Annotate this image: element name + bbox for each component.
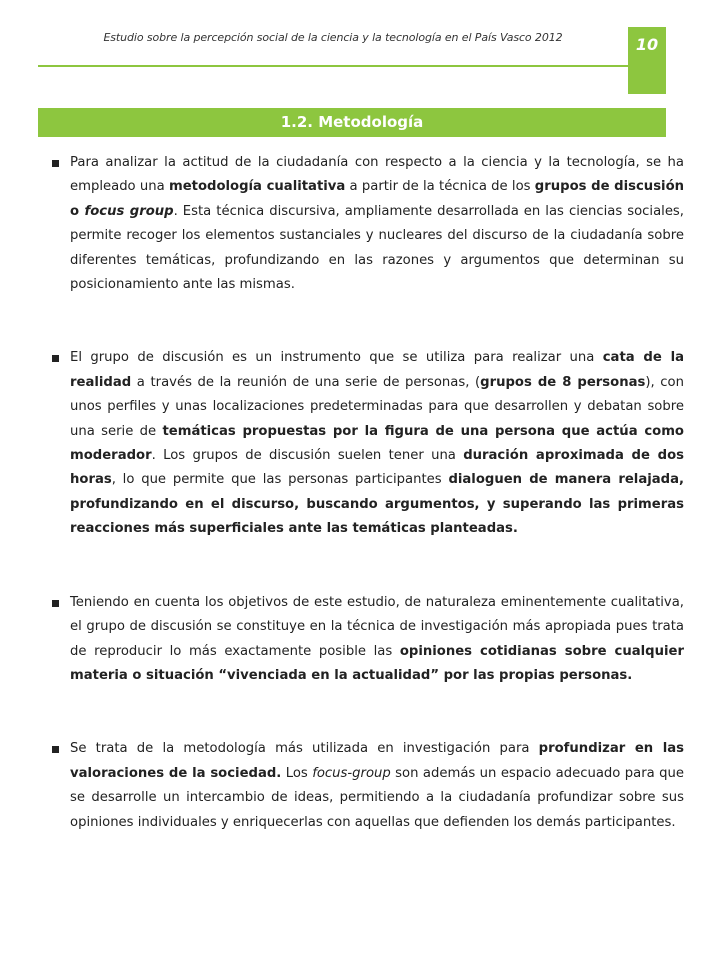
bullet-icon xyxy=(52,355,59,362)
text: a partir de la técnica de los xyxy=(345,179,535,195)
text: Para analizar la actitud de la ciudadanía con respecto a la ciencia y la tecnología, se ha empleado una xyxy=(70,155,684,195)
text: Se trata de la metodología más utilizada en investigación para xyxy=(70,741,539,757)
bold-text: dialoguen de manera relajada, profundizando en el discurso, buscando argumentos, y superando las primeras reacciones más superficiales ante las temáticas planteadas. xyxy=(70,472,684,537)
text: El grupo de discusión es un instrumento que se utiliza para realizar una xyxy=(70,350,603,366)
text: . Esta técnica discursiva, ampliamente desarrollada en las ciencias sociales, permite recoger los elementos sustanciales y nucleares del discurso de la ciudadanía sobre diferentes temáticas, profundizando en las razones y argumentos que determinan su posicionamiento ante las mismas. xyxy=(70,203,684,293)
bold-text: grupos de 8 personas xyxy=(480,374,646,390)
text: . Los grupos de discusión suelen tener una xyxy=(151,448,464,464)
body-content xyxy=(52,151,684,835)
italic-text: focus-group xyxy=(312,765,391,781)
page-number-box xyxy=(628,27,666,94)
text: , lo que permite que las personas participantes xyxy=(111,472,449,488)
text: ), con unos perfiles y unas localizaciones predeterminadas para que desarrollen y debatan sobre una serie de xyxy=(70,374,684,439)
bold-text: grupos de discusión o xyxy=(70,179,685,219)
bullet-icon xyxy=(52,600,59,607)
bullet-icon xyxy=(52,746,59,753)
text: Teniendo en cuenta los objetivos de este estudio, de naturaleza eminentemente cualitativa, el grupo de discusión se constituye en la técnica de investigación más apropiada pues trata de reproducir lo más exactamente posible las xyxy=(70,594,684,659)
header-rule xyxy=(38,65,628,67)
paragraph-4 xyxy=(52,737,684,835)
bullet-icon xyxy=(52,160,59,167)
bold-text: cata de la realidad xyxy=(70,350,685,390)
paragraph-2 xyxy=(52,346,684,541)
running-header: Estudio sobre la percepción social de la ciencia y la tecnología en el País Vasco 2012 xyxy=(103,31,563,44)
bold-text: profundizar en las valoraciones de la sociedad. xyxy=(70,741,685,781)
bold-text: opiniones cotidianas sobre cualquier materia o situación “vivenciada en la actualidad” por las propias personas. xyxy=(70,643,684,683)
paragraph-3 xyxy=(52,591,684,689)
bold-text: temáticas propuestas por la figura de una persona que actúa como moderador xyxy=(70,423,684,464)
text: a través de la reunión de una serie de personas, ( xyxy=(131,374,481,390)
text: Los xyxy=(281,765,313,781)
paragraph-1 xyxy=(52,151,684,297)
bold-text: duración aproximada de dos horas xyxy=(70,448,684,488)
page-number: 10 xyxy=(635,35,659,54)
text: son además un espacio adecuado para que se desarrolle un intercambio de ideas, permitiendo a la ciudadanía profundizar sobre sus opiniones individuales y enriquecerlas con aquellas que defienden los demás participantes. xyxy=(70,765,684,830)
section-title: 1.2. Metodología xyxy=(38,108,666,137)
bold-italic-text: focus group xyxy=(84,203,174,219)
bold-text: metodología cualitativa xyxy=(168,179,346,195)
